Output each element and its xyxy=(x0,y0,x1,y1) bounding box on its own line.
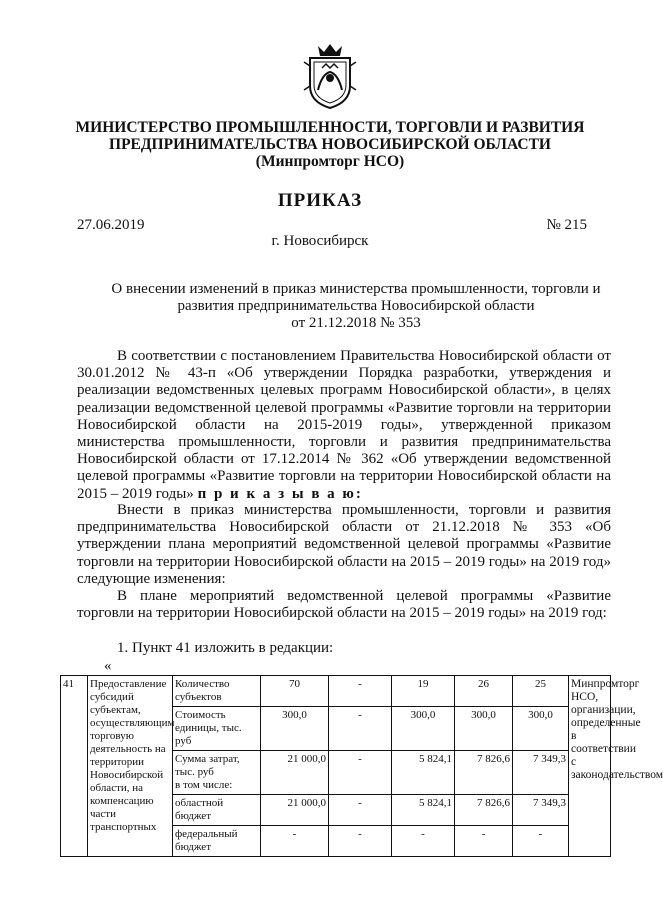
order-directive: п р и к а з ы в а ю: xyxy=(197,485,363,502)
value-total: 21 000,0 xyxy=(261,751,329,795)
measure-description: Предоставление субсидий субъектам, осуществляющим торговую деятельность на территории Новосибирской области, на компенсацию части транспортных xyxy=(88,676,173,857)
value-col-2: - xyxy=(329,751,392,795)
value-total: - xyxy=(261,826,329,857)
order-title: ПРИКАЗ xyxy=(277,190,363,211)
paragraph-basis-text: В соответствии с постановлением Правительства Новосибирской области от 30.01.2012 № 43-п «Об утверждении Порядка разработки, утверждения и реализации ведомственных целевых программ Новосибирской области», в целях реализации ведомственной целевой программы «Развитие торговли на территории Новосибирской области на 2015-2019 годы», утвержденной приказом министерства промышленности, торговли и развития предпринимательства Новосибирской области от 17.12.2014 № 362 «Об утверждении ведомственной целевой программы «Развитие торговли на территории Новосибирской области на 2015 – 2019 годы» xyxy=(77,348,611,502)
value-col-5: 300,0 xyxy=(513,707,569,751)
value-col-2: - xyxy=(329,795,392,826)
ministry-line-1: МИНИСТЕРСТВО ПРОМЫШЛЕННОСТИ, ТОРГОВЛИ И РАЗВИТИЯ xyxy=(75,119,585,136)
order-subject xyxy=(100,281,612,332)
value-col-4: - xyxy=(455,826,513,857)
value-total: 21 000,0 xyxy=(261,795,329,826)
table-row xyxy=(61,676,611,707)
subject-line-1: О внесении изменений в приказ министерства промышленности, торговли и xyxy=(111,281,601,297)
ministry-line-2: ПРЕДПРИНИМАТЕЛЬСТВА НОВОСИБИРСКОЙ ОБЛАСТИ xyxy=(109,136,551,153)
coat-of-arms-icon xyxy=(300,40,360,112)
value-col-2: - xyxy=(329,676,392,707)
value-col-4: 7 826,6 xyxy=(455,751,513,795)
value-col-3: 300,0 xyxy=(392,707,455,751)
paragraph-amend: Внести в приказ министерства промышленности, торговли и развития предпринимательства Новосибирской области от 21.12.2018 № 353 «Об утверждении плана мероприятий ведомственной целевой программы «Развитие торговли на территории Новосибирской области на 2015 – 2019 годы» на 2019 год» следующие изменения: xyxy=(77,502,611,587)
value-col-4: 7 826,6 xyxy=(455,795,513,826)
indicator-sublabel: в том числе: xyxy=(175,779,233,791)
executor: Минпромторг НСО, организации, определенные в соответствии с законодательством xyxy=(569,676,611,857)
subject-line-2: развития предпринимательства Новосибирской области xyxy=(177,298,535,314)
opening-quote: « xyxy=(104,658,112,674)
item-1: 1. Пункт 41 изложить в редакции: xyxy=(117,640,334,656)
order-city: г. Новосибирск xyxy=(271,233,369,249)
indicator-label: областной бюджет xyxy=(173,795,261,826)
value-col-3: 19 xyxy=(392,676,455,707)
ministry-short-name: (Минпромторг НСО) xyxy=(255,153,405,170)
value-col-2: - xyxy=(329,707,392,751)
indicator-label-main: Сумма затрат, тыс. руб xyxy=(175,753,240,778)
value-total: 300,0 xyxy=(261,707,329,751)
value-col-3: 5 824,1 xyxy=(392,751,455,795)
indicator-label xyxy=(173,751,261,795)
paragraph-plan: В плане мероприятий ведомственной целевой программы «Развитие торговли на территории Новосибирской области на 2015 – 2019 годы» на 2019 год: xyxy=(77,588,611,622)
plan-table xyxy=(60,675,663,857)
value-col-3: - xyxy=(392,826,455,857)
row-number: 41 xyxy=(61,676,88,857)
indicator-label: Количество субъектов xyxy=(173,676,261,707)
value-col-5: 7 349,3 xyxy=(513,795,569,826)
order-number: № 215 xyxy=(546,217,587,233)
value-col-4: 300,0 xyxy=(455,707,513,751)
value-col-2: - xyxy=(329,826,392,857)
order-date: 27.06.2019 xyxy=(77,217,145,233)
subject-line-3: от 21.12.2018 № 353 xyxy=(291,315,421,331)
indicator-label: федеральный бюджет xyxy=(173,826,261,857)
value-col-5: - xyxy=(513,826,569,857)
indicator-label: Стоимость единицы, тыс. руб xyxy=(173,707,261,751)
value-col-5: 25 xyxy=(513,676,569,707)
value-col-3: 5 824,1 xyxy=(392,795,455,826)
paragraph-basis xyxy=(77,348,611,503)
value-col-5: 7 349,3 xyxy=(513,751,569,795)
value-total: 70 xyxy=(261,676,329,707)
value-col-4: 26 xyxy=(455,676,513,707)
